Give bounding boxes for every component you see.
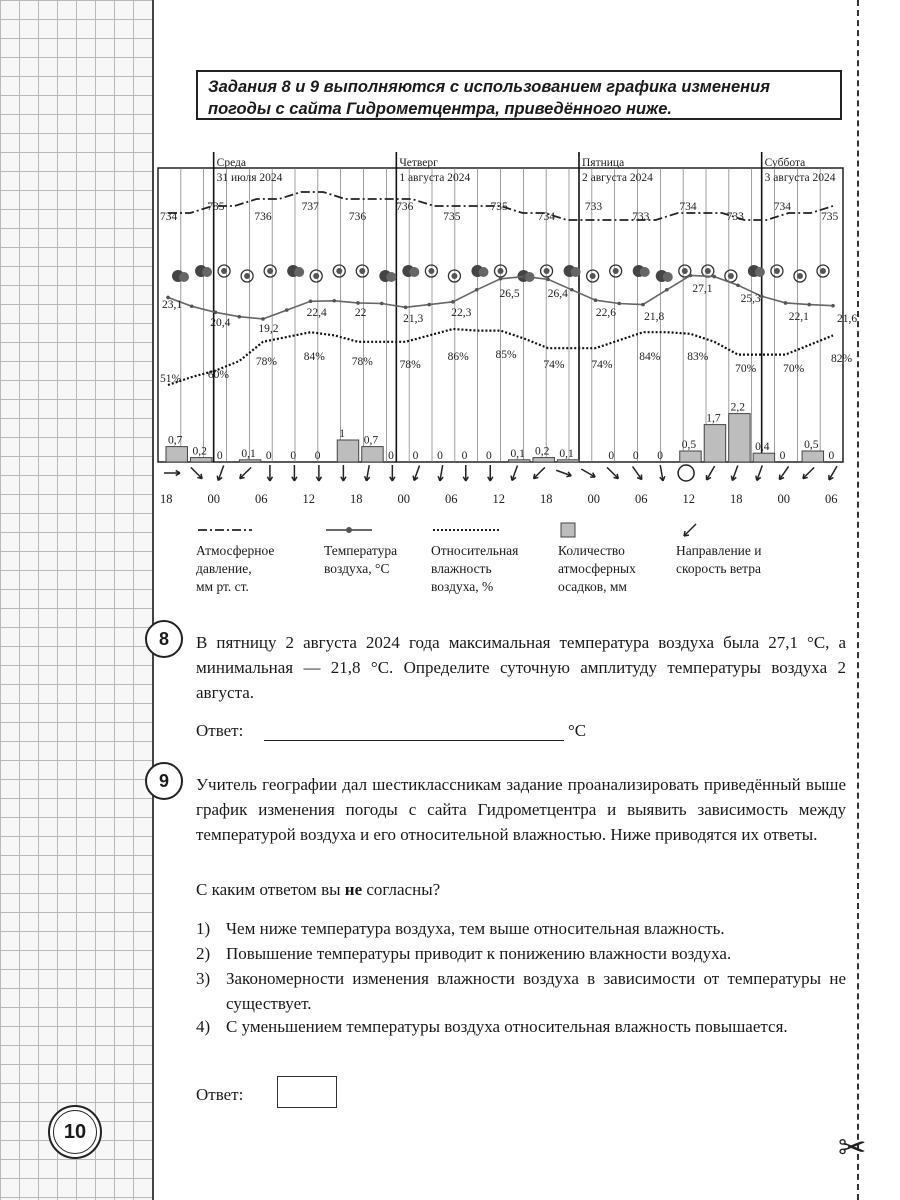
temperature-point xyxy=(665,288,669,292)
option-2-number: 2) xyxy=(196,944,211,963)
q8-answer-unit: °С xyxy=(568,721,587,740)
pressure-label: 735 xyxy=(207,201,225,213)
prompt-bold: не xyxy=(344,880,363,899)
weather-sun-icon xyxy=(797,273,803,279)
scissors-icon: ✂ xyxy=(838,1128,867,1168)
temperature-label: 22,4 xyxy=(306,307,327,319)
day-weekday-label: Суббота xyxy=(764,157,806,169)
precipitation-label: 0 xyxy=(388,450,394,462)
precipitation-bar xyxy=(557,460,578,462)
day-date-label: 3 августа 2024 xyxy=(764,172,836,184)
weather-cloud-icon xyxy=(294,267,304,277)
precipitation-label: 0 xyxy=(632,450,639,462)
legend-wind-label: Направление и скорость ветра xyxy=(676,543,762,576)
option-1-text: Чем ниже температура воздуха, тем выше относительная влажность. xyxy=(226,919,725,938)
precipitation-label: 0 xyxy=(265,450,272,462)
option-1 xyxy=(196,916,846,941)
temperature-label: 26,4 xyxy=(547,288,568,300)
weather-sun-icon xyxy=(820,268,826,274)
weather-sun-icon xyxy=(774,268,780,274)
weather-sun-icon xyxy=(267,268,273,274)
temperature-point xyxy=(404,306,408,310)
precipitation-label: 1,7 xyxy=(706,412,721,425)
precipitation-label: 0,7 xyxy=(168,434,183,447)
temperature-label: 22,1 xyxy=(788,311,809,323)
temperature-point xyxy=(285,308,289,312)
precipitation-label: 2,2 xyxy=(730,401,746,414)
humidity-label: 78% xyxy=(255,356,277,368)
x-tick-label: 18 xyxy=(540,492,553,506)
temperature-point xyxy=(594,298,598,302)
temperature-point xyxy=(380,302,384,306)
precipitation-label: 0,1 xyxy=(241,447,256,460)
question-8-number: 8 xyxy=(145,620,183,658)
option-2 xyxy=(196,941,846,966)
precipitation-label: 0 xyxy=(657,450,664,462)
humidity-label: 70% xyxy=(735,363,757,375)
pressure-label: 736 xyxy=(348,211,367,223)
day-weekday-label: Среда xyxy=(216,157,247,169)
weather-cloud-icon xyxy=(755,267,765,277)
x-tick-label: 06 xyxy=(635,492,648,506)
x-tick-label: 18 xyxy=(350,492,363,506)
x-tick-label: 18 xyxy=(730,492,743,506)
precipitation-bar xyxy=(337,440,358,462)
grid-margin xyxy=(0,0,154,1200)
legend-precipitation xyxy=(558,520,648,594)
pressure-label: 736 xyxy=(254,211,272,223)
weather-sun-icon xyxy=(613,268,619,274)
page-number-text: 10 xyxy=(63,1121,87,1143)
chart-legend xyxy=(196,520,836,600)
humidity-label: 85% xyxy=(495,349,517,361)
precipitation-bar xyxy=(239,460,260,462)
option-3 xyxy=(196,966,846,1016)
temperature-label: 25,3 xyxy=(740,293,761,305)
q8-answer-field[interactable] xyxy=(264,740,564,741)
weather-cloud-icon xyxy=(571,267,581,277)
precipitation-label: 0,2 xyxy=(534,445,550,458)
legend-precipitation-label: Количество атмосферных осадков, мм xyxy=(558,543,636,594)
option-1-number: 1) xyxy=(196,919,211,938)
weather-sun-icon xyxy=(544,268,550,274)
humidity-label: 84% xyxy=(639,351,661,363)
weather-sun-icon xyxy=(221,268,227,274)
precipitation-label: 0 xyxy=(314,450,321,462)
temperature-label: 22,6 xyxy=(595,307,617,319)
temperature-point xyxy=(831,304,835,308)
temperature-point xyxy=(451,300,455,304)
prompt-pre: С каким ответом вы xyxy=(196,880,345,899)
temperature-label: 23,1 xyxy=(162,299,183,311)
pressure-label: 735 xyxy=(490,201,508,213)
temperature-point xyxy=(570,288,574,292)
weather-sun-icon xyxy=(359,268,365,274)
x-tick-label: 00 xyxy=(207,492,220,506)
temperature-label: 21,6 xyxy=(837,313,858,325)
precipitation-bar xyxy=(362,447,383,462)
x-tick-label: 12 xyxy=(682,492,695,506)
day-date-label: 1 августа 2024 xyxy=(399,172,471,184)
temperature-point xyxy=(689,274,693,278)
temperature-point xyxy=(356,301,360,305)
weather-sun-icon xyxy=(428,268,434,274)
day-weekday-label: Четверг xyxy=(399,157,438,169)
option-3-text: Закономерности изменения влажности воздуха в зависимости от температуры не существует. xyxy=(226,969,846,1013)
humidity-label: 74% xyxy=(543,359,565,371)
temperature-label: 26,5 xyxy=(499,288,520,300)
temperature-point xyxy=(214,311,218,315)
weather-sun-icon xyxy=(590,273,596,279)
q8-answer-label: Ответ: xyxy=(196,721,244,740)
day-date-label: 2 августа 2024 xyxy=(582,172,653,184)
legend-temperature xyxy=(324,520,414,576)
wind-arrow xyxy=(191,467,202,478)
legend-temperature-icon xyxy=(324,520,414,540)
precipitation-bar xyxy=(680,451,701,462)
legend-humidity-icon xyxy=(431,520,521,540)
humidity-label: 70% xyxy=(783,363,805,375)
temperature-point xyxy=(617,302,621,306)
precipitation-label: 0,4 xyxy=(755,441,770,454)
day-date-label: 31 июля 2024 xyxy=(216,172,283,184)
pressure-label: 735 xyxy=(443,211,461,223)
humidity-label: 78% xyxy=(399,359,421,371)
pressure-label: 734 xyxy=(773,201,792,213)
precipitation-label: 0 xyxy=(608,450,615,462)
question-9-number: 9 xyxy=(145,762,183,800)
humidity-label: 51% xyxy=(160,373,182,385)
legend-pressure-icon xyxy=(196,520,286,540)
precipitation-label: 0 xyxy=(486,450,492,462)
question-9-prompt xyxy=(196,877,440,902)
wind-arrow xyxy=(534,467,545,478)
x-tick-label: 06 xyxy=(825,492,838,506)
precipitation-label: 0 xyxy=(461,450,468,462)
pressure-label: 735 xyxy=(821,211,839,223)
legend-precipitation-icon xyxy=(558,520,648,540)
temperature-point xyxy=(475,288,479,292)
pressure-label: 734 xyxy=(537,211,555,223)
precipitation-bar xyxy=(704,425,725,462)
temperature-point xyxy=(641,303,645,307)
precipitation-label: 0,1 xyxy=(559,447,574,460)
precipitation-label: 0,2 xyxy=(192,445,207,458)
temperature-point xyxy=(237,315,241,319)
temperature-label: 19,2 xyxy=(258,323,279,335)
option-4 xyxy=(196,1014,846,1064)
prompt-post: согласны? xyxy=(362,880,441,899)
option-4-text: С уменьшением температуры воздуха относительная влажность повышается. xyxy=(226,1017,788,1036)
precipitation-label: 0 xyxy=(290,450,297,462)
temperature-point xyxy=(332,299,336,303)
legend-pressure xyxy=(196,520,286,594)
temperature-point xyxy=(261,317,265,321)
cut-line xyxy=(857,0,859,1200)
temperature-point xyxy=(190,304,194,308)
humidity-label: 78% xyxy=(351,356,373,368)
weather-sun-icon xyxy=(705,268,711,274)
weather-sun-icon xyxy=(313,273,319,279)
precipitation-label: 0 xyxy=(412,450,419,462)
temperature-point xyxy=(427,303,431,307)
question-8-text: В пятницу 2 августа 2024 года максимальная температура воздуха была 27,1 °С, а минимальная — 21,8 °С. Определите суточную амплитуду температуры воздуха 2 августа. xyxy=(196,633,846,702)
wind-arrowhead xyxy=(663,476,665,481)
legend-humidity xyxy=(431,520,521,594)
precipitation-bar xyxy=(802,451,823,462)
pressure-label: 734 xyxy=(160,211,178,223)
weather-cloud-icon xyxy=(179,272,189,282)
question-9-text: Учитель географии дал шестиклассникам задание проанализировать приведённый выше график изменения погоды с сайта Гидрометцентра и выявить зависимость между температурой воздуха и его относительной влажностью. Ниже приводятся их ответы. xyxy=(196,775,846,844)
pressure-label: 734 xyxy=(679,201,697,213)
x-tick-label: 18 xyxy=(160,492,173,506)
humidity-label: 82% xyxy=(831,353,853,365)
precipitation-label: 1 xyxy=(339,428,345,440)
temperature-point xyxy=(309,300,313,304)
wind-arrow xyxy=(803,467,814,478)
day-weekday-label: Пятница xyxy=(582,157,625,169)
pressure-label: 736 xyxy=(396,201,414,213)
weather-sun-icon xyxy=(682,268,688,274)
humidity-label: 83% xyxy=(687,351,709,363)
precipitation-bar xyxy=(190,458,211,462)
precipitation-label: 0 xyxy=(779,450,786,462)
x-tick-label: 06 xyxy=(255,492,268,506)
weather-cloud-icon xyxy=(663,272,673,282)
temperature-point xyxy=(522,275,526,279)
x-tick-label: 12 xyxy=(302,492,315,506)
weather-sun-icon xyxy=(336,268,342,274)
weather-chart xyxy=(150,150,858,510)
temperature-point xyxy=(784,301,788,305)
temperature-label: 21,8 xyxy=(644,311,665,323)
pressure-label: 737 xyxy=(301,201,319,213)
page-number xyxy=(48,1105,102,1159)
humidity-label: 84% xyxy=(303,351,325,363)
weather-sun-icon xyxy=(728,273,734,279)
wind-arrow xyxy=(607,467,618,478)
legend-pressure-label: Атмосферное давление, мм рт. ст. xyxy=(196,543,275,594)
weather-cloud-icon xyxy=(202,267,212,277)
weather-sun-icon xyxy=(244,273,250,279)
q9-answer-box[interactable] xyxy=(277,1076,337,1108)
precipitation-bar xyxy=(166,447,187,462)
precipitation-label: 0 xyxy=(828,450,835,462)
precipitation-bar xyxy=(533,458,554,462)
x-tick-label: 12 xyxy=(492,492,505,506)
precipitation-bar xyxy=(753,453,774,462)
pressure-label: 733 xyxy=(584,201,603,213)
precipitation-label: 0,7 xyxy=(363,434,379,447)
humidity-label: 86% xyxy=(447,351,469,363)
x-tick-label: 00 xyxy=(587,492,600,506)
precipitation-bar xyxy=(729,414,750,462)
legend-humidity-label: Относительная влажность воздуха, % xyxy=(431,543,519,594)
temperature-point xyxy=(546,278,550,282)
weather-cloud-icon xyxy=(478,267,488,277)
temperature-label: 20,4 xyxy=(210,317,231,329)
x-tick-label: 06 xyxy=(445,492,458,506)
legend-wind xyxy=(676,520,766,576)
precipitation-label: 0 xyxy=(216,450,223,462)
temperature-label: 21,3 xyxy=(403,313,424,325)
precipitation-label: 0,5 xyxy=(804,439,819,451)
q9-answer-label: Ответ: xyxy=(196,1085,244,1104)
temperature-label: 22,3 xyxy=(451,307,472,319)
legend-temperature-label: Температура воздуха, °С xyxy=(324,543,398,576)
temperature-label: 22 xyxy=(354,307,367,319)
weather-sun-icon xyxy=(451,273,457,279)
weather-cloud-icon xyxy=(409,267,419,277)
instruction-text: Задания 8 и 9 выполняются с использованием графика изменения погоды с сайта Гидрометцентра, приведённого ниже. xyxy=(208,78,770,118)
weather-cloud-icon xyxy=(640,267,650,277)
weather-cloud-icon xyxy=(386,272,396,282)
task-instruction xyxy=(196,70,842,120)
legend-wind-icon xyxy=(676,520,766,540)
humidity-label: 60% xyxy=(207,369,230,381)
precipitation-bar xyxy=(509,460,530,462)
option-4-number: 4) xyxy=(196,1017,211,1036)
calm-wind-icon xyxy=(678,465,694,481)
humidity-label: 74% xyxy=(591,359,613,371)
weather-sun-icon xyxy=(498,268,504,274)
precipitation-label: 0 xyxy=(437,450,443,462)
temperature-point xyxy=(499,277,503,281)
option-2-text: Повышение температуры приводит к понижению влажности воздуха. xyxy=(226,944,732,963)
precipitation-label: 0,1 xyxy=(510,447,525,460)
precipitation-label: 0,5 xyxy=(681,439,697,451)
pressure-label: 733 xyxy=(632,211,650,223)
temperature-point xyxy=(736,284,740,288)
option-3-number: 3) xyxy=(196,969,211,988)
temperature-point xyxy=(712,275,716,279)
wind-arrow xyxy=(240,467,251,478)
pressure-label: 733 xyxy=(726,211,744,223)
temperature-label: 27,1 xyxy=(692,283,713,295)
temperature-point xyxy=(807,303,811,307)
x-tick-label: 00 xyxy=(397,492,410,506)
x-tick-label: 00 xyxy=(777,492,790,506)
